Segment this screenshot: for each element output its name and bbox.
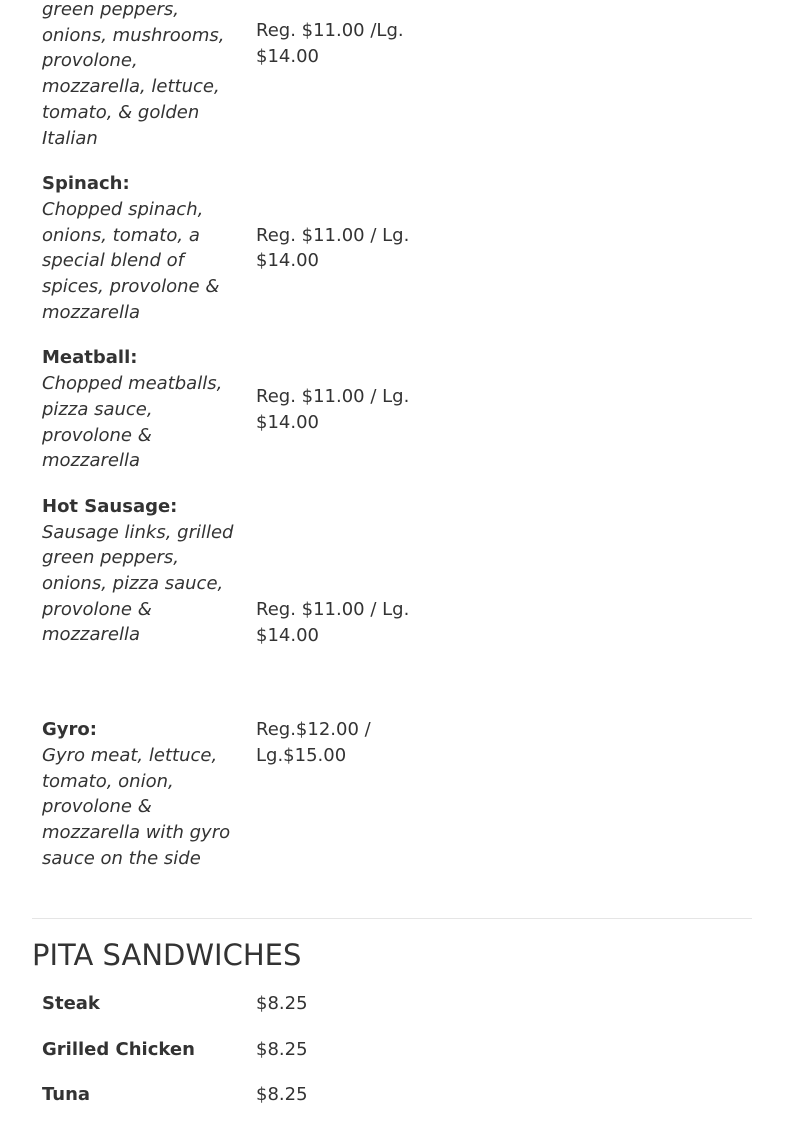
pita-item-row — [32, 1033, 752, 1079]
pita-item-name: Steak — [42, 993, 100, 1014]
pita-items-table — [32, 987, 752, 1124]
menu-item-description: Chopped spinach, onions, tomato, a special blend of spices, provolone & mozzarella — [42, 198, 220, 323]
menu-item-price: Reg. $11.00 / Lg. $14.00 — [256, 598, 410, 646]
pita-item-name: Tuna — [42, 1084, 91, 1105]
menu-item-row — [32, 162, 752, 336]
menu-item-name: Gyro: — [42, 719, 97, 741]
pita-item-row — [32, 1078, 752, 1124]
menu-item-cell — [32, 336, 246, 485]
menu-item-name: Meatball: — [42, 347, 138, 369]
menu-item-name: Hot Sausage: — [42, 495, 178, 517]
menu-item-row — [32, 485, 752, 708]
pita-item-price: $8.25 — [256, 1038, 308, 1060]
menu-item-cell — [32, 0, 246, 162]
menu-item-price: Reg.$12.00 / Lg.$15.00 — [256, 719, 371, 766]
section-heading-pita: PITA SANDWICHES — [32, 938, 302, 972]
menu-items-table — [32, 0, 752, 882]
menu-item-row — [32, 708, 752, 882]
pita-item-row — [32, 987, 752, 1033]
pita-item-price: $8.25 — [256, 993, 308, 1014]
menu-item-cell — [32, 708, 246, 882]
menu-item-description: green peppers, onions, mushrooms, provolone, mozzarella, lettuce, tomato, & golden Italian — [42, 0, 225, 149]
menu-item-row — [32, 336, 752, 485]
menu-item-cell — [32, 485, 246, 708]
menu-item-description: Sausage links, grilled green peppers, onions, pizza sauce, provolone & mozzarella — [42, 521, 234, 646]
menu-item-name: Spinach: — [42, 173, 130, 195]
menu-item-price: Reg. $11.00 / Lg. $14.00 — [256, 224, 410, 272]
menu-item-cell — [32, 162, 246, 336]
menu-item-description: Gyro meat, lettuce, tomato, onion, provolone & mozzarella with gyro sauce on the side — [42, 744, 231, 869]
menu-item-row — [32, 0, 752, 162]
pita-item-name: Grilled Chicken — [42, 1038, 195, 1060]
menu-item-price: Reg. $11.00 / Lg. $14.00 — [256, 385, 410, 433]
pita-item-price: $8.25 — [256, 1084, 308, 1105]
menu-item-description: Chopped meatballs, pizza sauce, provolone & mozzarella — [42, 373, 223, 472]
menu-item-price: Reg. $11.00 /Lg. $14.00 — [256, 20, 404, 67]
section-divider — [32, 918, 752, 919]
